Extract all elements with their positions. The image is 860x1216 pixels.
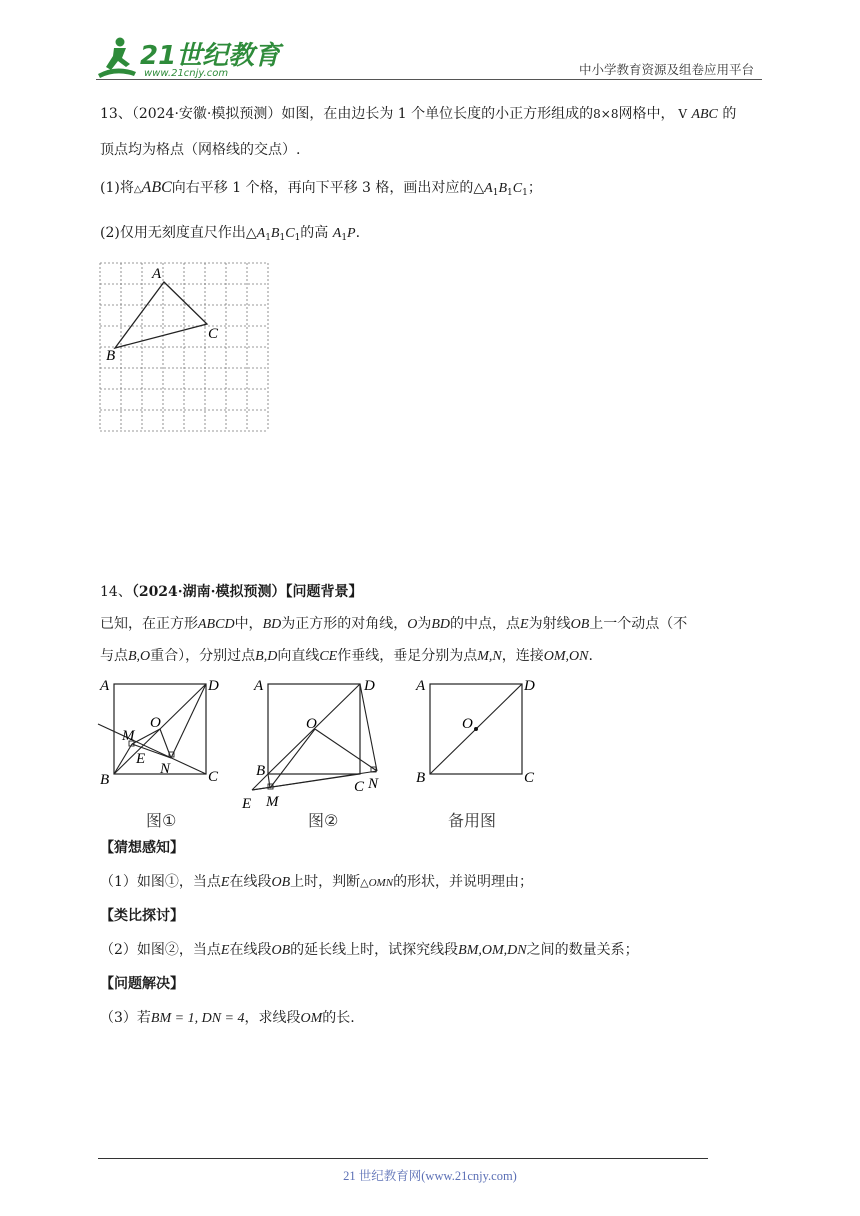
svg-text:D: D bbox=[208, 678, 219, 694]
q13-p1-symbol: △ bbox=[133, 184, 142, 195]
svg-text:C: C bbox=[524, 770, 535, 786]
svg-text:C: C bbox=[208, 769, 219, 785]
svg-text:E: E bbox=[136, 751, 146, 767]
svg-text:B: B bbox=[100, 772, 110, 788]
svg-text:A: A bbox=[416, 678, 426, 694]
fig1-caption: 图① bbox=[146, 811, 177, 830]
q14-bg-line2: 与点B,O重合），分别过点B,D向直线CE作垂线，垂足分别为点M,N，连接OM,ON. bbox=[100, 648, 593, 664]
q14-figure-3 bbox=[412, 672, 552, 830]
triangle-abc bbox=[115, 282, 207, 348]
q14-part2: （2）如图②，当点E在线段OB的延长线上时，试探究线段BM,OM,DN之间的数量关系； bbox=[100, 942, 639, 958]
logo-url: www.21cnjy.com bbox=[144, 68, 229, 79]
label-a: A bbox=[152, 266, 162, 282]
fig3-caption: 备用图 bbox=[448, 811, 497, 830]
q14-section-title: 【问题背景】 bbox=[285, 584, 363, 600]
guess-title: 【猜想感知】 bbox=[100, 840, 184, 856]
q13-stem-line1 bbox=[100, 104, 736, 125]
q13-number: 13、 bbox=[100, 106, 132, 122]
svg-text:A: A bbox=[254, 678, 264, 694]
q14-header bbox=[100, 582, 363, 602]
svg-text:C: C bbox=[354, 779, 365, 795]
q13-grid-figure bbox=[98, 261, 274, 437]
solve-title: 【问题解决】 bbox=[100, 976, 184, 992]
q13-p2-b: 的高 bbox=[300, 225, 329, 241]
footer-text: 21 世纪教育网(www.21cnjy.com) bbox=[343, 1169, 517, 1183]
q13-part1: (1)将△ABC向右平移 1 个格，再向下平移 3 格，画出对应的$\triangle A_1B_1C_1$； bbox=[100, 179, 542, 198]
q13-p1-b: 向右平移 1 个格，再向下平移 3 格，画出对应的 bbox=[171, 180, 474, 196]
q13-tri-name: ABC bbox=[691, 107, 718, 122]
q13-p2-c: . bbox=[355, 225, 361, 241]
q14-source: （2024·湖南·模拟预测） bbox=[131, 584, 286, 600]
svg-text:A: A bbox=[100, 678, 110, 694]
svg-text:N: N bbox=[368, 776, 379, 792]
site-logo bbox=[96, 34, 281, 80]
logo-text: 21世纪教育 bbox=[140, 41, 281, 71]
svg-text:O: O bbox=[150, 715, 161, 731]
analogy-title: 【类比探讨】 bbox=[100, 908, 184, 924]
svg-text:N: N bbox=[160, 761, 171, 777]
q13-stem-c: 的 bbox=[722, 106, 737, 122]
q13-tri-symbol: V bbox=[678, 107, 687, 121]
q13-p1-c: ； bbox=[527, 180, 542, 196]
q14-part3: （3）若BM = 1, DN = 4，求线段OM的长. bbox=[100, 1010, 355, 1026]
q13-part2: (2)仅用无刻度直尺作出$\triangle A_1B_1C_1$的高 $A_1P$. bbox=[100, 225, 361, 243]
svg-text:E: E bbox=[242, 796, 252, 812]
q14-part1: （1）如图①，当点E在线段OB上时，判断△OMN的形状，并说明理由； bbox=[100, 874, 534, 890]
q14-bg-line1: 已知，在正方形ABCD中，BD为正方形的对角线，O为BD的中点，点E为射线OB上一个动点（不 bbox=[100, 616, 688, 632]
svg-text:B: B bbox=[256, 763, 266, 779]
svg-text:M: M bbox=[122, 728, 135, 744]
fig2-caption: 图② bbox=[308, 811, 339, 830]
q14-figure-1 bbox=[96, 672, 236, 830]
q13-stem-line2: 顶点均为格点（网格线的交点）. bbox=[100, 142, 301, 158]
svg-text:D: D bbox=[524, 678, 535, 694]
q13-source: （2024·安徽·模拟预测） bbox=[131, 106, 282, 122]
platform-name: 中小学教育资源及组卷应用平台 bbox=[578, 62, 754, 77]
header-divider bbox=[96, 79, 762, 80]
q13-grid-size: 8×8 bbox=[593, 107, 619, 121]
q13-p1-tri: ABC bbox=[141, 179, 172, 196]
svg-text:M: M bbox=[266, 794, 279, 810]
q14-figure-2 bbox=[240, 672, 390, 830]
q13-p1-a: (1)将 bbox=[100, 180, 134, 196]
q14-number: 14、 bbox=[100, 584, 132, 600]
label-b: B bbox=[106, 348, 116, 364]
svg-text:O: O bbox=[462, 716, 473, 732]
q13-p2-a: (2)仅用无刻度直尺作出 bbox=[100, 225, 246, 241]
svg-text:B: B bbox=[416, 770, 426, 786]
svg-text:O: O bbox=[306, 716, 317, 732]
footer-divider bbox=[98, 1158, 708, 1159]
q13-stem-a: 如图，在由边长为 1 个单位长度的小正方形组成的 bbox=[281, 106, 594, 122]
svg-text:D: D bbox=[364, 678, 375, 694]
q13-stem-b: 网格中， bbox=[618, 106, 675, 122]
label-c: C bbox=[208, 326, 219, 342]
